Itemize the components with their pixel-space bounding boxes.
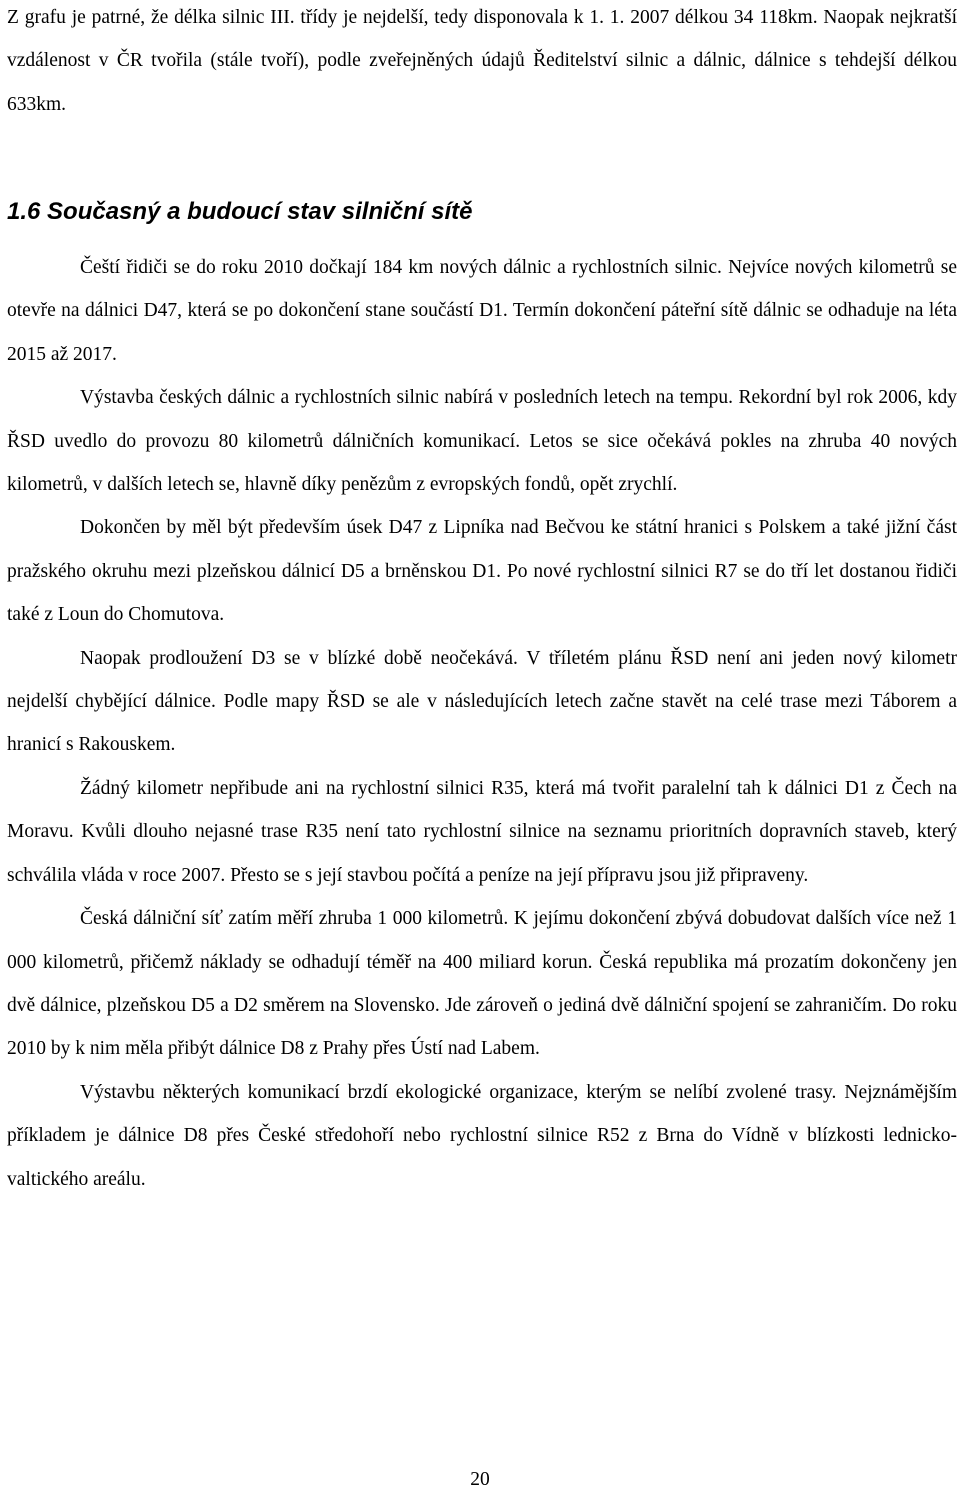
- intro-paragraph: Z grafu je patrné, že délka silnic III. třídy je nejdelší, tedy disponovala k 1. 1. 2007 délkou 34 118km. Naopak nejkratší vzdálenost v ČR tvořila (stále tvoří), podle zveřejněných údajů Ředitelství silnic a dálnic, dálnice s tehdejší délkou 633km.: [7, 7, 957, 115]
- paragraph-2: Výstavba českých dálnic a rychlostních silnic nabírá v posledních letech na tempu. Rekordní byl rok 2006, kdy ŘSD uvedlo do provozu 80 kilometrů dálničních komunikací. Letos se sice očekává pokles na zhruba 40 nových kilometrů, v dalších letech se, hlavně díky penězům z evropských fondů, opět zrychlí.: [7, 387, 957, 496]
- section-body: [7, 246, 957, 1201]
- paragraph-3: Dokončen by měl být především úsek D47 z Lipníka nad Bečvou ke státní hranici s Polskem a také jižní část pražského okruhu mezi plzeňskou dálnicí D5 a brněnskou D1. Po nové rychlostní silnici R7 se do tří let dostanou řidiči také z Loun do Chomutova.: [7, 517, 957, 626]
- page-number: 20: [470, 1469, 490, 1490]
- section-heading: 1.6 Současný a budoucí stav silniční sítě: [7, 198, 473, 225]
- document-page: [7, 0, 957, 1190]
- paragraph-7: Výstavbu některých komunikací brzdí ekologické organizace, kterým se nelíbí zvolené trasy. Nejznámějším příkladem je dálnice D8 přes České středohoří nebo rychlostní silnice R52 z Brna do Vídně v blízkosti lednicko-valtického areálu.: [7, 1081, 957, 1190]
- paragraph-4: Naopak prodloužení D3 se v blízké době neočekává. V tříletém plánu ŘSD není ani jeden nový kilometr nejdelší chybějící dálnice. Podle mapy ŘSD se ale v následujících letech začne stavět na celé trase mezi Táborem a hranicí s Rakouskem.: [7, 647, 957, 756]
- paragraph-1: Čeští řidiči se do roku 2010 dočkají 184 km nových dálnic a rychlostních silnic. Nejvíce nových kilometrů se otevře na dálnici D47, která se po dokončení stane součástí D1. Termín dokončení páteřní sítě dálnic se odhaduje na léta 2015 až 2017.: [7, 257, 957, 365]
- paragraph-6: Česká dálniční síť zatím měří zhruba 1 000 kilometrů. K jejímu dokončení zbývá dobudovat dalších více než 1 000 kilometrů, přičemž náklady se odhadují téměř na 400 miliard korun. Česká republika má prozatím dokončeny jen dvě dálnice, plzeňskou D5 a D2 směrem na Slovensko. Jde zároveň o jediná dvě dálniční spojení se zahraničím. Do roku 2010 by k nim měla přibýt dálnice D8 z Prahy přes Ústí nad Labem.: [7, 908, 957, 1060]
- paragraph-5: Žádný kilometr nepřibude ani na rychlostní silnici R35, která má tvořit paralelní tah k dálnici D1 z Čech na Moravu. Kvůli dlouho nejasné trase R35 není tato rychlostní silnice na seznamu prioritních dopravních staveb, který schválila vláda v roce 2007. Přesto se s její stavbou počítá a peníze na její přípravu jsou již připraveny.: [7, 777, 957, 886]
